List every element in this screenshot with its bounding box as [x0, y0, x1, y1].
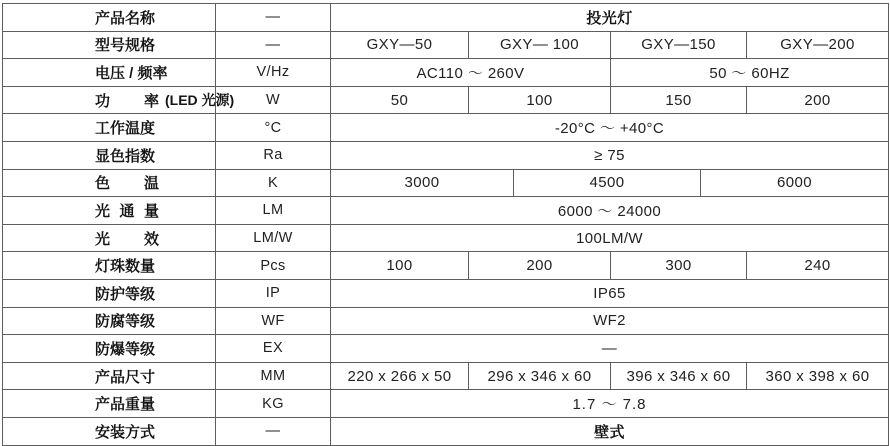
ip-rating-value: IP65: [331, 280, 889, 308]
product-weight-value: 1.7 ～ 7.8: [331, 390, 889, 418]
power-label-text: 功 率: [95, 92, 159, 110]
model-label-text: 型号规格: [95, 37, 156, 55]
led-count-value: 300: [611, 252, 747, 280]
product-size-unit: MM: [216, 363, 331, 391]
product-weight-label: [3, 390, 216, 418]
product-size-label-text: 产品尺寸: [95, 368, 156, 386]
frequency-value: 50 ～ 60HZ: [611, 59, 889, 87]
color-temperature-value: 3000: [331, 170, 514, 198]
luminous-efficacy-value: 100LM/W: [331, 225, 889, 253]
model-value: GXY—150: [611, 32, 747, 60]
color-rendering-index-label: [3, 142, 216, 170]
color-temperature-label-text: 色 温: [95, 175, 159, 193]
installation-method-value: 壁式: [331, 418, 889, 446]
power-label-note: (LED 光源): [165, 92, 235, 109]
luminous-efficacy-label: [3, 225, 216, 253]
model-value: GXY—200: [747, 32, 889, 60]
explosion-proof-rating-label: [3, 335, 216, 363]
model-value: GXY— 100: [469, 32, 611, 60]
ip-rating-label-text: 防护等级: [95, 285, 156, 303]
model-value: GXY—50: [331, 32, 469, 60]
anticorrosion-rating-unit: WF: [216, 308, 331, 336]
ip-rating-unit: IP: [216, 280, 331, 308]
color-temperature-value: 6000: [701, 170, 889, 198]
operating-temperature-label: [3, 114, 216, 142]
product-weight-unit: KG: [216, 390, 331, 418]
product-size-value: 220 x 266 x 50: [331, 363, 469, 391]
voltage-value: AC110 ～ 260V: [331, 59, 611, 87]
explosion-proof-rating-value: —: [331, 335, 889, 363]
color-temperature-value: 4500: [514, 170, 701, 198]
spec-table: [2, 3, 889, 446]
operating-temperature-unit: °C: [216, 114, 331, 142]
luminous-flux-label: [3, 197, 216, 225]
product-name-unit: —: [216, 4, 331, 32]
voltage-frequency-label-text: 电压 / 频率: [95, 64, 168, 82]
product-size-value: 396 x 346 x 60: [611, 363, 747, 391]
operating-temperature-label-text: 工作温度: [95, 120, 156, 138]
color-rendering-index-unit: Ra: [216, 142, 331, 170]
led-count-label-text: 灯珠数量: [95, 258, 156, 276]
luminous-flux-value: 6000 ～ 24000: [331, 197, 889, 225]
installation-method-unit: —: [216, 418, 331, 446]
product-name-label-text: 产品名称: [95, 9, 156, 27]
led-count-value: 240: [747, 252, 889, 280]
power-unit: W: [216, 87, 331, 115]
product-weight-label-text: 产品重量: [95, 396, 156, 414]
installation-method-label: [3, 418, 216, 446]
led-count-value: 200: [469, 252, 611, 280]
luminous-efficacy-unit: LM/W: [216, 225, 331, 253]
product-name-value: 投光灯: [331, 4, 889, 32]
model-label: [3, 32, 216, 60]
power-label: [3, 87, 235, 115]
luminous-efficacy-label-text: 光 效: [95, 230, 159, 248]
color-rendering-index-value: ≥ 75: [331, 142, 889, 170]
installation-method-label-text: 安装方式: [95, 423, 156, 441]
voltage-frequency-unit: V/Hz: [216, 59, 331, 87]
model-unit: —: [216, 32, 331, 60]
color-temperature-unit: K: [216, 170, 331, 198]
luminous-flux-unit: LM: [216, 197, 331, 225]
power-value: 200: [747, 87, 889, 115]
explosion-proof-rating-label-text: 防爆等级: [95, 340, 156, 358]
operating-temperature-value: -20°C ～ +40°C: [331, 114, 889, 142]
color-rendering-index-label-text: 显色指数: [95, 147, 156, 165]
product-size-label: [3, 363, 216, 391]
anticorrosion-rating-value: WF2: [331, 308, 889, 336]
anticorrosion-rating-label: [3, 308, 216, 336]
voltage-frequency-label: [3, 59, 216, 87]
luminous-flux-label-text: 光 通 量: [95, 202, 159, 220]
anticorrosion-rating-label-text: 防腐等级: [95, 313, 156, 331]
product-size-value: 296 x 346 x 60: [469, 363, 611, 391]
explosion-proof-rating-unit: EX: [216, 335, 331, 363]
power-value: 100: [469, 87, 611, 115]
ip-rating-label: [3, 280, 216, 308]
power-value: 150: [611, 87, 747, 115]
product-size-value: 360 x 398 x 60: [747, 363, 889, 391]
led-count-unit: Pcs: [216, 252, 331, 280]
led-count-label: [3, 252, 216, 280]
led-count-value: 100: [331, 252, 469, 280]
product-name-label: [3, 4, 216, 32]
color-temperature-label: [3, 170, 216, 198]
power-value: 50: [331, 87, 469, 115]
